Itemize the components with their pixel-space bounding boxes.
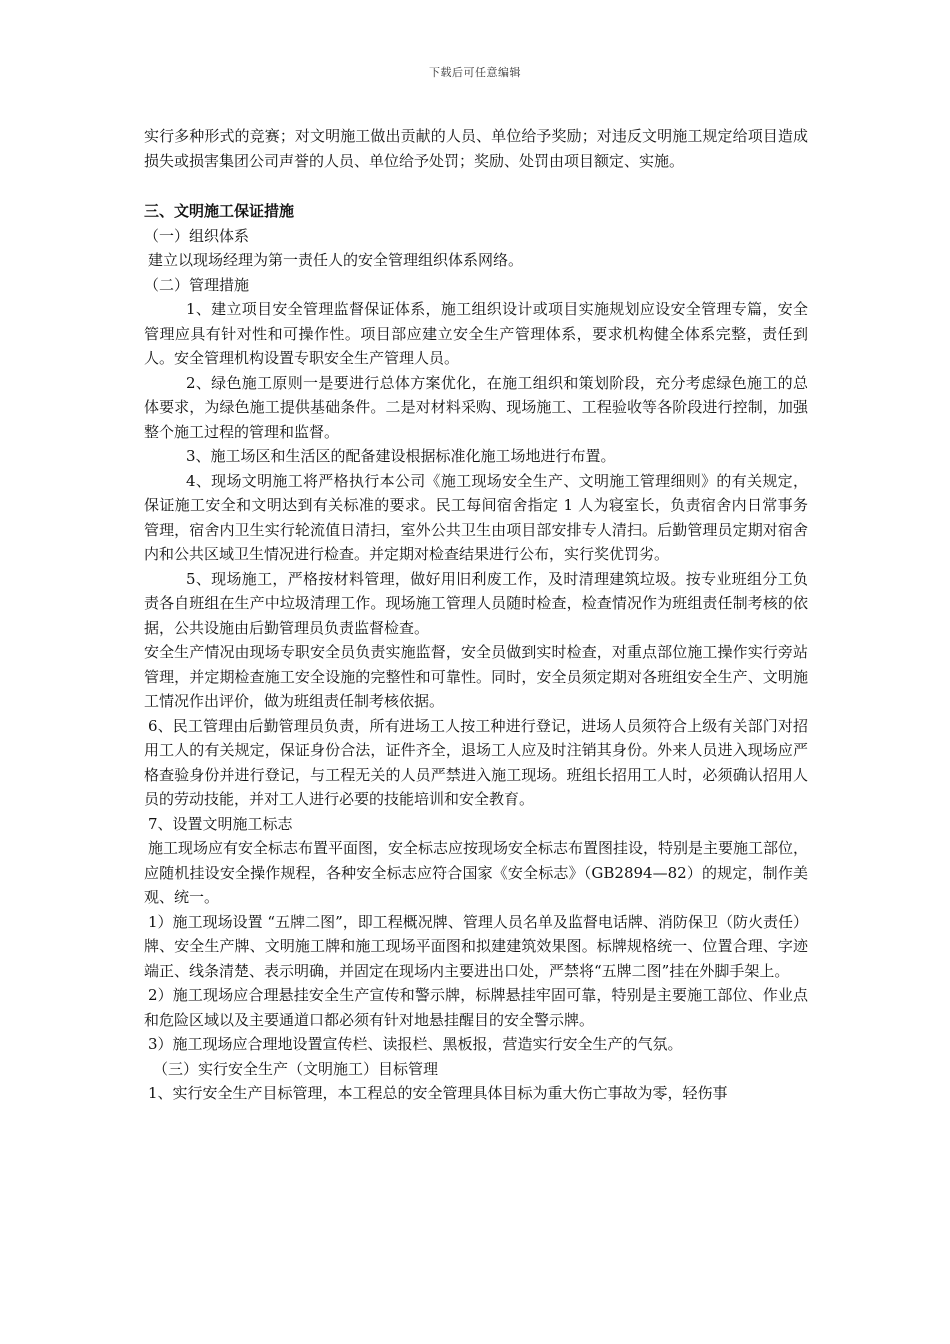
section-heading: 三、文明施工保证措施: [144, 202, 295, 220]
paragraph-item-5: 5、现场施工，严格按材料管理，做好用旧利废工作，及时清理建筑垃圾。按专业班组分工负责各自班组在生产中垃圾清理工作。现场施工管理人员随时检查，检查情况作为班组责任制考核的依据，公共设施由后勤管理员负责监督检查。: [144, 569, 808, 637]
paragraph-targets: 1、实行安全生产目标管理，本工程总的安全管理具体目标为重大伤亡事故为零，轻伤事: [148, 1084, 728, 1102]
subheading-targets: （三）实行安全生产（文明施工）目标管理: [153, 1059, 439, 1078]
document-body: [144, 124, 808, 1106]
paragraph-org: 建立以现场经理为第一责任人的安全管理组织体系网络。: [148, 251, 524, 269]
paragraph-item-4: 4、现场文明施工将严格执行本公司《施工现场安全生产、文明施工管理细则》的有关规定，保证施工安全和文明达到有关标准的要求。民工每间宿舍指定 1 人为寝室长，负责宿舍内日常事务管理，宿舍内卫生实行轮流值日清扫，室外公共卫生由项目部安排专人清扫。后勤管理员定期对宿舍内和公共区域卫生情况进行检查。并定期对检查结果进行公布，实行奖优罚劣。: [144, 471, 808, 563]
paragraph-item-2: 2、绿色施工原则一是要进行总体方案优化，在施工组织和策划阶段，充分考虑绿色施工的总体要求，为绿色施工提供基础条件。二是对材料采购、现场施工、工程验收等各阶段进行控制，加强整个施工过程的管理和监督。: [144, 373, 808, 441]
page-header: 下载后可任意编辑: [429, 66, 521, 79]
subheading-org: （一）组织体系: [144, 226, 250, 245]
paragraph-signs: 施工现场应有安全标志布置平面图，安全标志应按现场安全标志布置图挂设，特别是主要施工部位，应随机挂设安全操作规程，各种安全标志应符合国家《安全标志》（GB2894—82）的规定，制作美观、统一。: [144, 839, 809, 906]
section-gap: [144, 173, 808, 199]
subheading-measures: （二）管理措施: [144, 275, 250, 294]
paragraph-safety: 安全生产情况由现场专职安全员负责实施监督，安全员做到实时检查，对重点部位施工操作实行旁站管理，并定期检查施工安全设施的完整性和可靠性。同时，安全员须定期对各班组安全生产、文明施工情况作出评价，做为班组责任制考核依据。: [144, 643, 808, 710]
paragraph-item-3: 3、施工场区和生活区的配备建设根据标准化施工场地进行布置。: [186, 447, 616, 465]
paragraph-sub-2: 2）施工现场应合理悬挂安全生产宣传和警示牌，标牌悬挂牢固可靠，特别是主要施工部位、作业点和危险区域以及主要通道口都必须有针对地悬挂醒目的安全警示牌。: [144, 986, 808, 1029]
paragraph-item-7-title: 7、设置文明施工标志: [148, 814, 293, 833]
paragraph-sub-3: 3）施工现场应合理地设置宣传栏、读报栏、黑板报，营造实行安全生产的气氛。: [148, 1035, 683, 1053]
paragraph-sub-1: 1）施工现场设置 “五牌二图”，即工程概况牌、管理人员名单及监督电话牌、消防保卫（防火责任）牌、安全生产牌、文明施工牌和施工现场平面图和拟建建筑效果图。标牌规格统一、位置合理、字迹端正、线条清楚、表示明确，并固定在现场内主要进出口处，严禁将“五牌二图”挂在外脚手架上。: [144, 912, 808, 980]
paragraph-item-6: 6、民工管理由后勤管理员负责，所有进场工人按工种进行登记，进场人员须符合上级有关部门对招用工人的有关规定，保证身份合法，证件齐全，退场工人应及时注销其身份。外来人员进入现场应严格查验身份并进行登记，与工程无关的人员严禁进入施工现场。班组长招用工人时，必须确认招用人员的劳动技能，并对工人进行必要的技能培训和安全教育。: [144, 716, 808, 808]
paragraph-intro: 实行多种形式的竞赛；对文明施工做出贡献的人员、单位给予奖励；对违反文明施工规定给项目造成损失或损害集团公司声誉的人员、单位给予处罚；奖励、处罚由项目额定、实施。: [144, 127, 808, 170]
paragraph-item-1: 1、建立项目安全管理监督保证体系，施工组织设计或项目实施规划应设安全管理专篇，安全管理应具有针对性和可操作性。项目部应建立安全生产管理体系，要求机构健全体系完整，责任到人。安全管理机构设置专职安全生产管理人员。: [144, 300, 808, 367]
